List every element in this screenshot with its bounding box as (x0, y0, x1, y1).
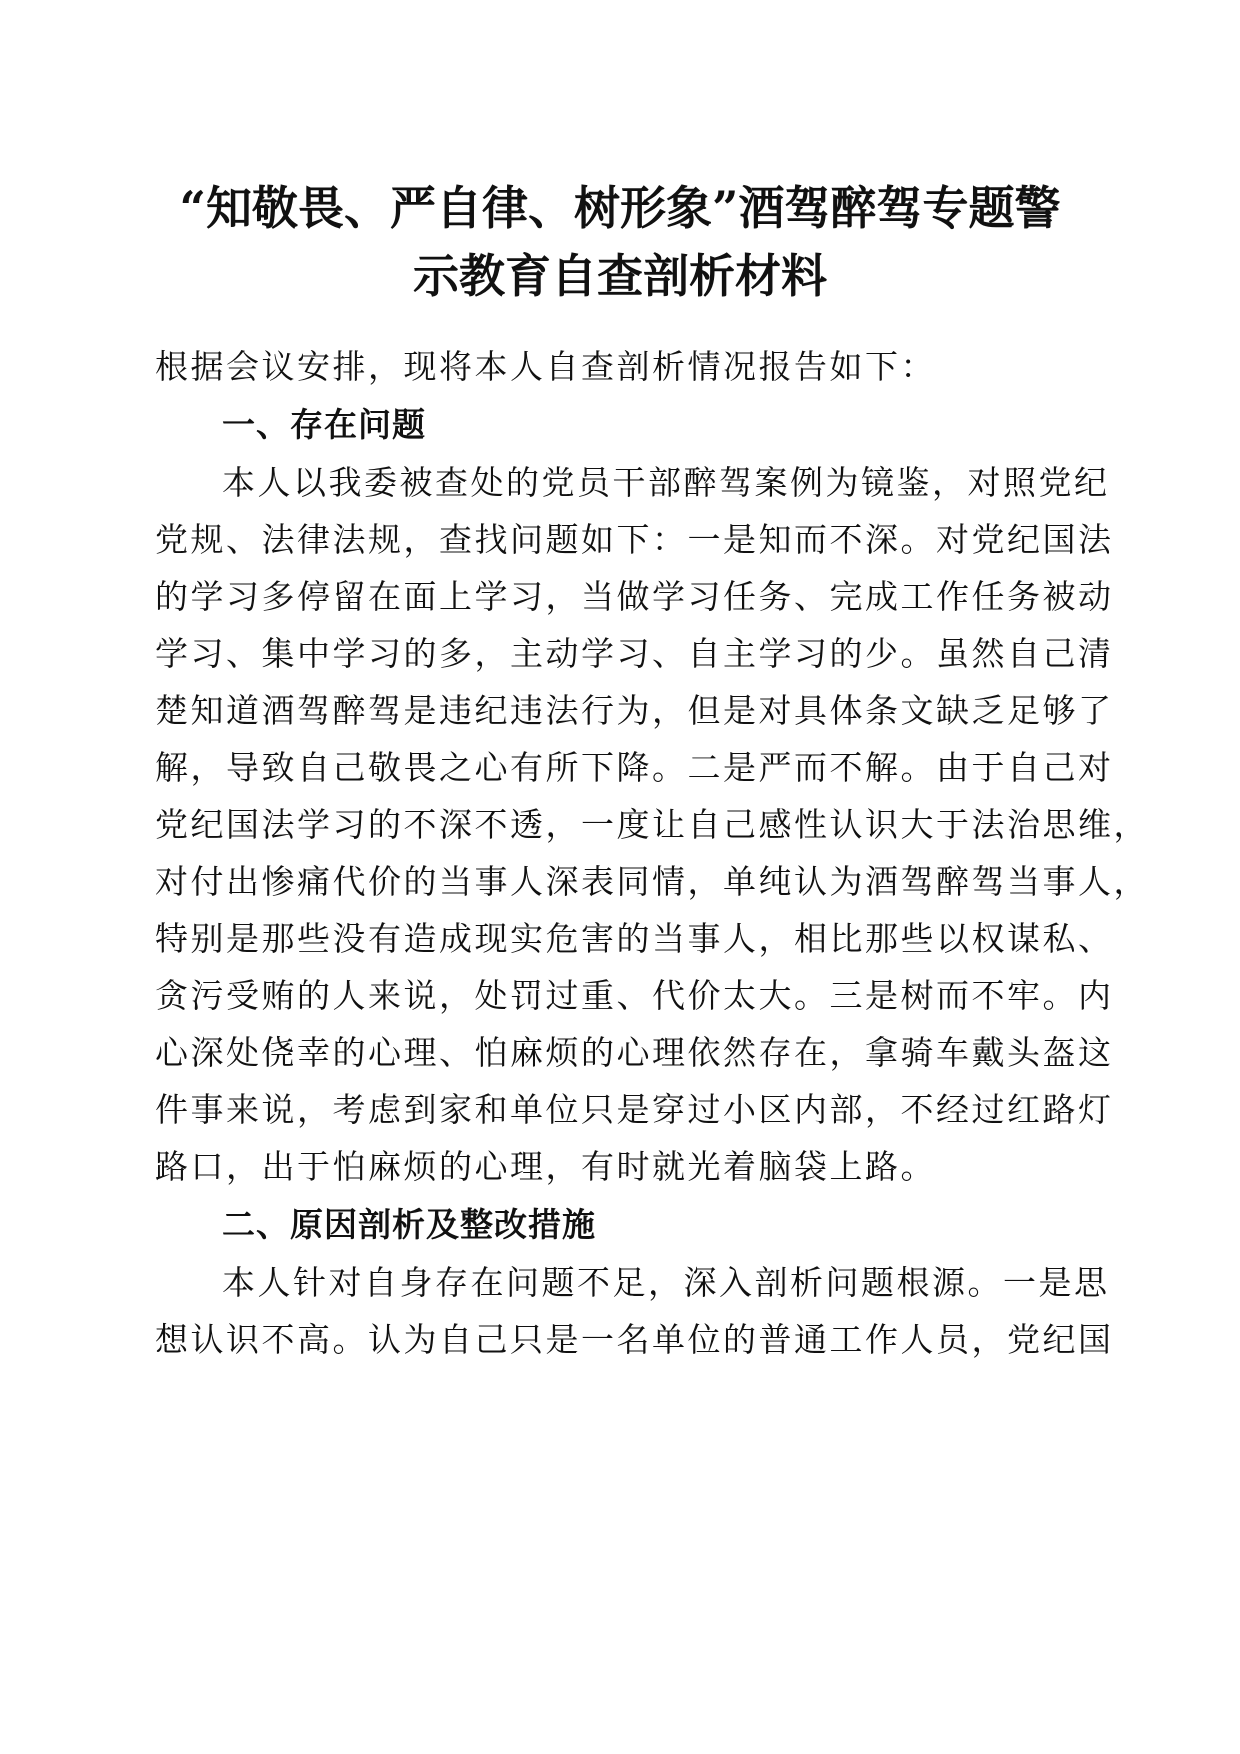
section-heading-causes: 二、原因剖析及整改措施 (222, 1205, 596, 1244)
paragraph-line: 对付出惨痛代价的当事人深表同情，单纯认为酒驾醉驾当事人， (155, 862, 1149, 901)
paragraph-line: 想认识不高。认为自己只是一名单位的普通工作人员，党纪国 (155, 1320, 1114, 1359)
paragraph-line: 贪污受贿的人来说，处罚过重、代价太大。三是树而不牢。内 (155, 976, 1114, 1015)
paragraph-line: 件事来说，考虑到家和单位只是穿过小区内部，不经过红路灯 (155, 1090, 1114, 1129)
paragraph-line: 解，导致自己敬畏之心有所下降。二是严而不解。由于自己对 (155, 748, 1114, 787)
paragraph-line: 的学习多停留在面上学习，当做学习任务、完成工作任务被动 (155, 577, 1114, 616)
paragraph-line: 特别是那些没有造成现实危害的当事人，相比那些以权谋私、 (155, 919, 1114, 958)
document-title-line-2: 示教育自查剖析材料 (413, 249, 827, 303)
paragraph-line: 楚知道酒驾醉驾是违纪违法行为，但是对具体条文缺乏足够了 (155, 691, 1114, 730)
paragraph-line: 心深处侥幸的心理、怕麻烦的心理依然存在，拿骑车戴头盔这 (155, 1033, 1114, 1072)
section-heading-problems: 一、存在问题 (222, 405, 426, 444)
paragraph-line: 本人以我委被查处的党员干部醉驾案例为镜鉴，对照党纪 (222, 463, 1110, 502)
paragraph-line: 路口，出于怕麻烦的心理，有时就光着脑袋上路。 (155, 1147, 936, 1186)
paragraph-line: 党纪国法学习的不深不透，一度让自己感性认识大于法治思维， (155, 805, 1149, 844)
document-title-line-1: “知敬畏、严自律、树形象”酒驾醉驾专题警 (179, 181, 1061, 235)
paragraph-line: 本人针对自身存在问题不足，深入剖析问题根源。一是思 (222, 1263, 1110, 1302)
paragraph-line: 党规、法律法规，查找问题如下：一是知而不深。对党纪国法 (155, 520, 1114, 559)
paragraph-line: 学习、集中学习的多，主动学习、自主学习的少。虽然自己清 (155, 634, 1114, 673)
intro-paragraph: 根据会议安排，现将本人自查剖析情况报告如下： (155, 347, 936, 386)
